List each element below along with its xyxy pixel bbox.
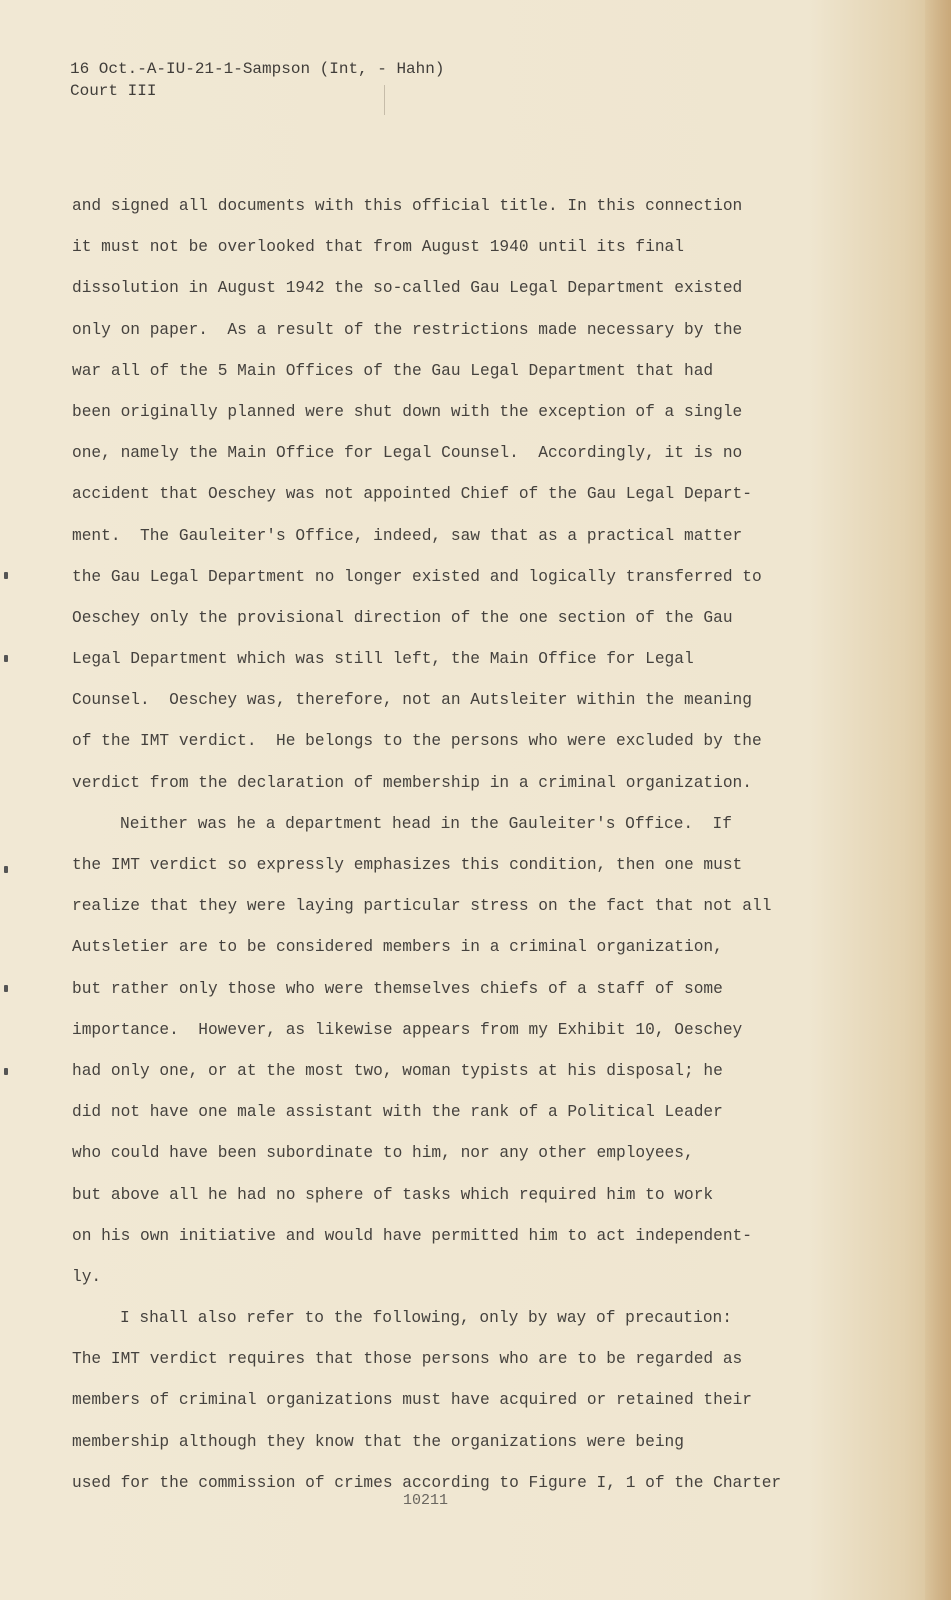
page-number: 10211 [403, 1492, 449, 1509]
document-header [70, 58, 444, 102]
body-line: importance. However, as likewise appears from my Exhibit 10, Oeschey [72, 1020, 743, 1039]
body-line: the IMT verdict so expressly emphasizes this condition, then one must [72, 856, 743, 874]
body-line: on his own initiative and would have permitted him to act independent- [72, 1226, 752, 1245]
body-line: but rather only those who were themselves chiefs of a staff of some [72, 979, 723, 998]
body-line: Legal Department which was still left, the Main Office for Legal [72, 650, 694, 669]
body-line: Neither was he a department head in the Gauleiter's Office. If [120, 814, 732, 833]
header-reference-line: 16 Oct.-A-IU-21-1-Sampson (Int, - Hahn) [70, 60, 445, 78]
body-line: ment. The Gauleiter's Office, indeed, saw that as a practical matter [72, 526, 743, 545]
body-line: I shall also refer to the following, only by way of precaution: [120, 1309, 732, 1328]
body-line: of the IMT verdict. He belongs to the persons who were excluded by the [72, 732, 762, 751]
margin-mark [4, 985, 8, 992]
margin-mark [4, 866, 8, 873]
body-line: had only one, or at the most two, woman typists at his disposal; he [72, 1061, 723, 1080]
margin-mark [4, 572, 8, 579]
paper-edge [925, 0, 951, 1600]
body-line: realize that they were laying particular stress on the fact that not all [72, 897, 772, 916]
body-line: and signed all documents with this official title. In this connection [72, 197, 743, 215]
body-line: did not have one male assistant with the rank of a Political Leader [72, 1103, 723, 1122]
body-line: The IMT verdict requires that those persons who are to be regarded as [72, 1350, 743, 1369]
body-line: membership although they know that the organizations were being [72, 1432, 684, 1451]
body-line: Counsel. Oeschey was, therefore, not an Autsleiter within the meaning [72, 691, 752, 710]
body-line: but above all he had no sphere of tasks which required him to work [72, 1185, 714, 1204]
body-line: members of criminal organizations must have acquired or retained their [72, 1391, 752, 1410]
body-line: Autsletier are to be considered members in a criminal organization, [72, 938, 723, 957]
body-line: been originally planned were shut down with the exception of a single [72, 402, 743, 421]
body-line: who could have been subordinate to him, nor any other employees, [72, 1144, 694, 1163]
body-line: Oeschey only the provisional direction of the one section of the Gau [72, 608, 733, 627]
body-line: it must not be overlooked that from August 1940 until its final [72, 238, 684, 257]
body-line: accident that Oeschey was not appointed Chief of the Gau Legal Depart- [72, 485, 752, 504]
body-line: one, namely the Main Office for Legal Counsel. Accordingly, it is no [72, 444, 743, 463]
body-line: ly. [72, 1267, 102, 1286]
body-line: dissolution in August 1942 the so-called Gau Legal Department existed [72, 279, 743, 298]
margin-mark [4, 1068, 8, 1075]
body-line: only on paper. As a result of the restrictions made necessary by the [72, 320, 743, 339]
document-body [72, 186, 832, 1504]
body-line: used for the commission of crimes according to Figure I, 1 of the Charter [72, 1473, 782, 1492]
body-line: verdict from the declaration of membership in a criminal organization. [72, 773, 752, 792]
header-court-line: Court III [70, 82, 157, 100]
margin-mark [4, 655, 8, 662]
body-line: the Gau Legal Department no longer existed and logically transferred to [72, 567, 762, 586]
body-line: war all of the 5 Main Offices of the Gau Legal Department that had [72, 361, 714, 380]
